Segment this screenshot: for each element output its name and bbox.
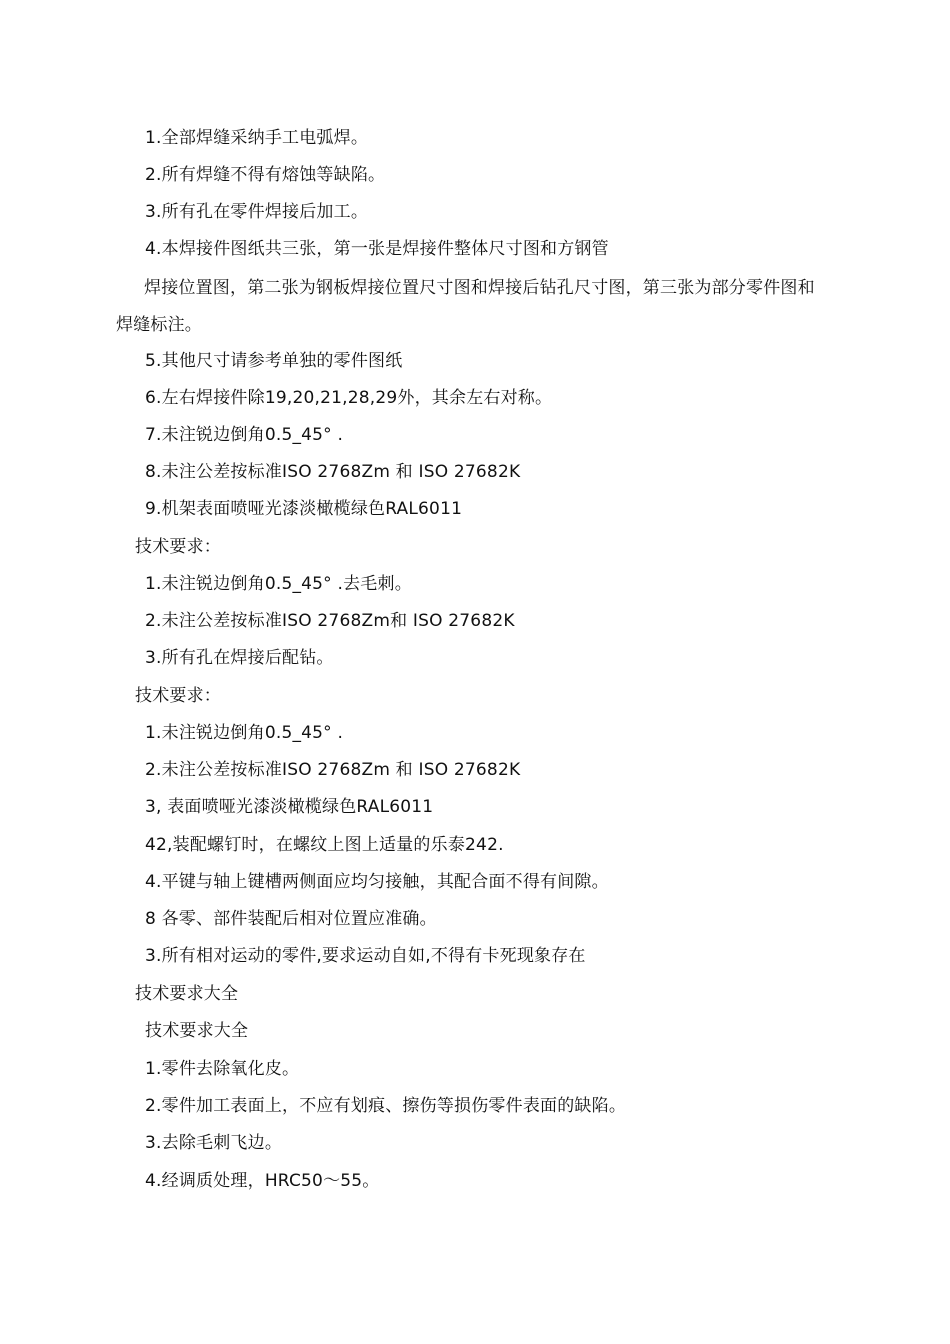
req-surface-no-scratch: 2.零件加工表面上，不应有划痕、擦伤等损伤零件表面的缺陷。 [145, 1096, 627, 1116]
req-chamfer: 7.未注锐边倒角0.5_45° . [145, 425, 344, 445]
req-assembly-position: 8 各零、部件装配后相对位置应准确。 [145, 909, 437, 929]
req-drill-after-weld: 3.所有孔在焊接后配钻。 [145, 648, 334, 668]
req-free-motion: 3.所有相对运动的零件,要求运动自如,不得有卡死现象存在 [145, 946, 586, 966]
req-heat-treatment: 4.经调质处理，HRC50～55。 [145, 1171, 380, 1191]
req-deburr: 3.去除毛刺飞边。 [145, 1133, 283, 1153]
req-tolerance-2: 2.未注公差按标准ISO 2768Zm和 ISO 27682K [145, 611, 515, 631]
req-tolerance: 8.未注公差按标准ISO 2768Zm 和 ISO 27682K [145, 462, 521, 482]
req-key-contact: 4.平键与轴上键槽两侧面应均匀接触，其配合面不得有间隙。 [145, 872, 609, 892]
section-heading-tech-req-2: 技术要求： [135, 686, 221, 706]
req-holes-after-weld: 3.所有孔在零件焊接后加工。 [145, 202, 369, 222]
req-drawing-sheets: 4.本焊接件图纸共三张，第一张是焊接件整体尺寸图和方钢管 [145, 239, 609, 259]
req-chamfer-2: 1.未注锐边倒角0.5_45° . [145, 723, 344, 743]
section-heading-collection-2: 技术要求大全 [145, 1021, 249, 1041]
req-other-dimensions: 5.其他尺寸请参考单独的零件图纸 [145, 351, 403, 371]
req-remove-oxide: 1.零件去除氧化皮。 [145, 1059, 300, 1079]
req-tolerance-3: 2.未注公差按标准ISO 2768Zm 和 ISO 27682K [145, 760, 521, 780]
req-paint: 9.机架表面喷哑光漆淡橄榄绿色RAL6011 [145, 499, 463, 519]
section-heading-collection-1: 技术要求大全 [135, 984, 239, 1004]
req-weld-method: 1.全部焊缝采纳手工电弧焊。 [145, 128, 369, 148]
req-surface-paint: 3, 表面喷哑光漆淡橄榄绿色RAL6011 [145, 797, 434, 817]
req-screw-loctite: 42,装配螺钉时，在螺纹上图上适量的乐泰242. [145, 835, 504, 855]
req-drawing-sheets-continued: 焊接位置图，第二张为钢板焊接位置尺寸图和焊接后钻孔尺寸图，第三张为部分零件图和焊缝标注。 [116, 278, 815, 335]
req-weld-defects: 2.所有焊缝不得有熔蚀等缺陷。 [145, 165, 386, 185]
section-heading-tech-req-1: 技术要求： [135, 537, 221, 557]
req-chamfer-deburr: 1.未注锐边倒角0.5_45° .去毛刺。 [145, 574, 412, 594]
req-symmetry: 6.左右焊接件除19,20,21,28,29外，其余左右对称。 [145, 388, 553, 408]
